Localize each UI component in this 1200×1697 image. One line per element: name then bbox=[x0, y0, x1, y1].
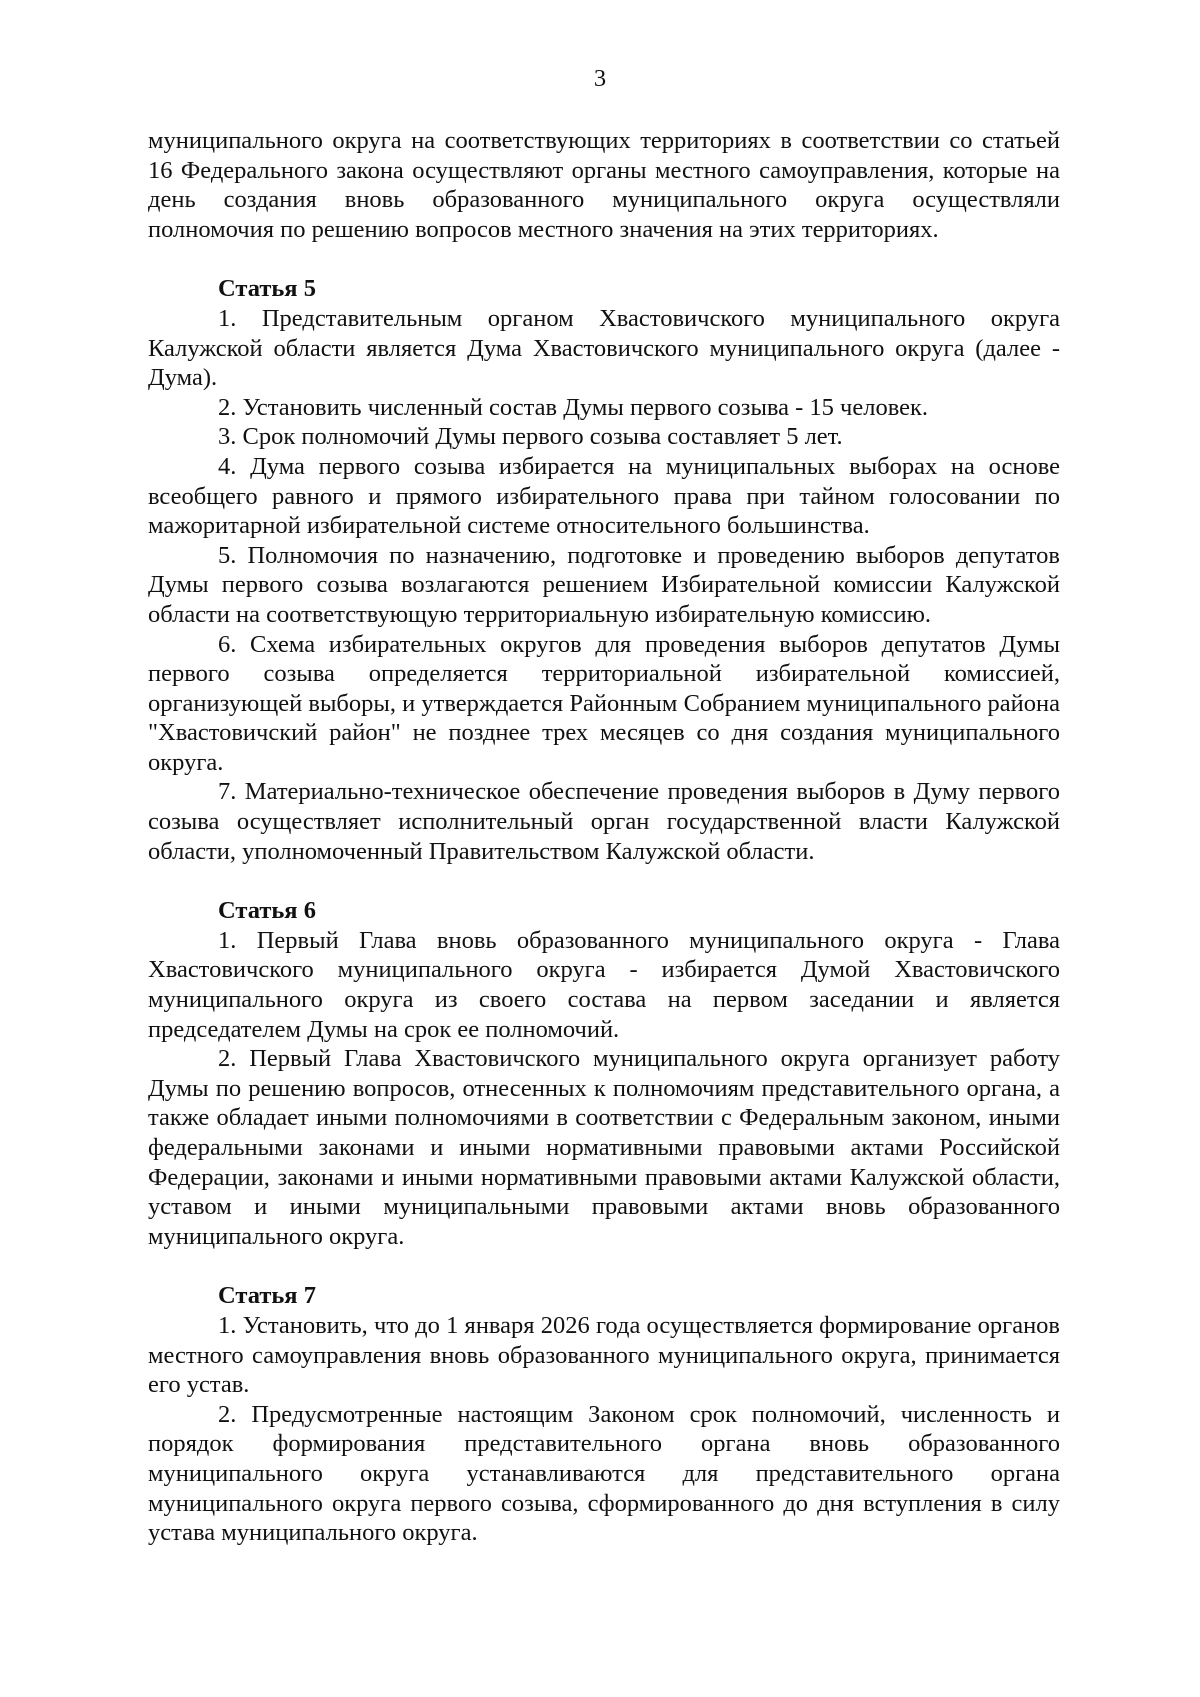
article-paragraph: 1. Установить, что до 1 января 2026 года осуществляется формирование органов местного самоуправления вновь образованного муниципального округа, принимается его устав. bbox=[148, 1311, 1060, 1399]
article-paragraph: 7. Материально-техническое обеспечение проведения выборов в Думу первого созыва осуществляет исполнительный орган государственной власти Калужской области, уполномоченный Правительством Калужской области. bbox=[148, 778, 1060, 865]
article-paragraph: 2. Установить численный состав Думы первого созыва - 15 человек. bbox=[218, 393, 929, 421]
article-paragraph: 2. Предусмотренные настоящим Законом срок полномочий, численность и порядок формирования представительного органа вновь образованного муниципального округа устанавливаются для представительного органа муниципального округа первого созыва, сформированного до дня вступления в силу устава муниципального округа. bbox=[148, 1400, 1060, 1547]
article-paragraph: 1. Представительным органом Хвастовичского муниципального округа Калужской области является Дума Хвастовичского муниципального округа (далее - Дума). bbox=[148, 304, 1060, 392]
article-heading: Статья 5 bbox=[218, 275, 316, 303]
article-paragraph: 5. Полномочия по назначению, подготовке и проведению выборов депутатов Думы первого созыва возлагаются решением Избирательной комиссии Калужской области на соответствующую территориальную избирательную комиссию. bbox=[148, 541, 1060, 628]
article-paragraph: 1. Первый Глава вновь образованного муниципального округа - Глава Хвастовичского муниципального округа - избирается Думой Хвастовичского муниципального округа из своего состава на первом заседании и является председателем Думы на срок ее полномочий. bbox=[148, 926, 1060, 1043]
page-number: 3 bbox=[593, 65, 607, 92]
article-heading: Статья 7 bbox=[218, 1282, 316, 1310]
article-6 bbox=[148, 896, 1060, 1251]
article-5 bbox=[148, 274, 1060, 866]
article-7 bbox=[148, 1281, 1060, 1547]
article-paragraph: 6. Схема избирательных округов для проведения выборов депутатов Думы первого созыва определяется территориальной избирательной комиссией, организующей выборы, и утверждается Районным Собранием муниципального района "Хвастовичский район" не позднее трех месяцев со дня создания муниципального округа. bbox=[148, 630, 1060, 776]
intro-paragraph: муниципального округа на соответствующих территориях в соответствии со статьей 16 Федерального закона осуществляют органы местного самоуправления, которые на день создания вновь образованного муниципального округа осуществляли полномочия по решению вопросов местного значения на этих территориях. bbox=[148, 127, 1060, 243]
article-paragraph: 2. Первый Глава Хвастовичского муниципального округа организует работу Думы по решению вопросов, отнесенных к полномочиям представительного органа, а также обладает иными полномочиями в соответствии с Федеральным законом, иными федеральными законами и иными нормативными правовыми актами Российской Федерации, законами и иными нормативными правовыми актами Калужской области, уставом и иными муниципальными правовыми актами вновь образованного муниципального округа. bbox=[148, 1045, 1060, 1250]
article-paragraph: 4. Дума первого созыва избирается на муниципальных выборах на основе всеобщего равного и прямого избирательного права при тайном голосовании по мажоритарной избирательной системе относительного большинства. bbox=[148, 452, 1060, 540]
article-paragraph: 3. Срок полномочий Думы первого созыва составляет 5 лет. bbox=[218, 423, 843, 451]
document-body bbox=[148, 126, 1060, 1548]
article-heading: Статья 6 bbox=[218, 897, 316, 925]
